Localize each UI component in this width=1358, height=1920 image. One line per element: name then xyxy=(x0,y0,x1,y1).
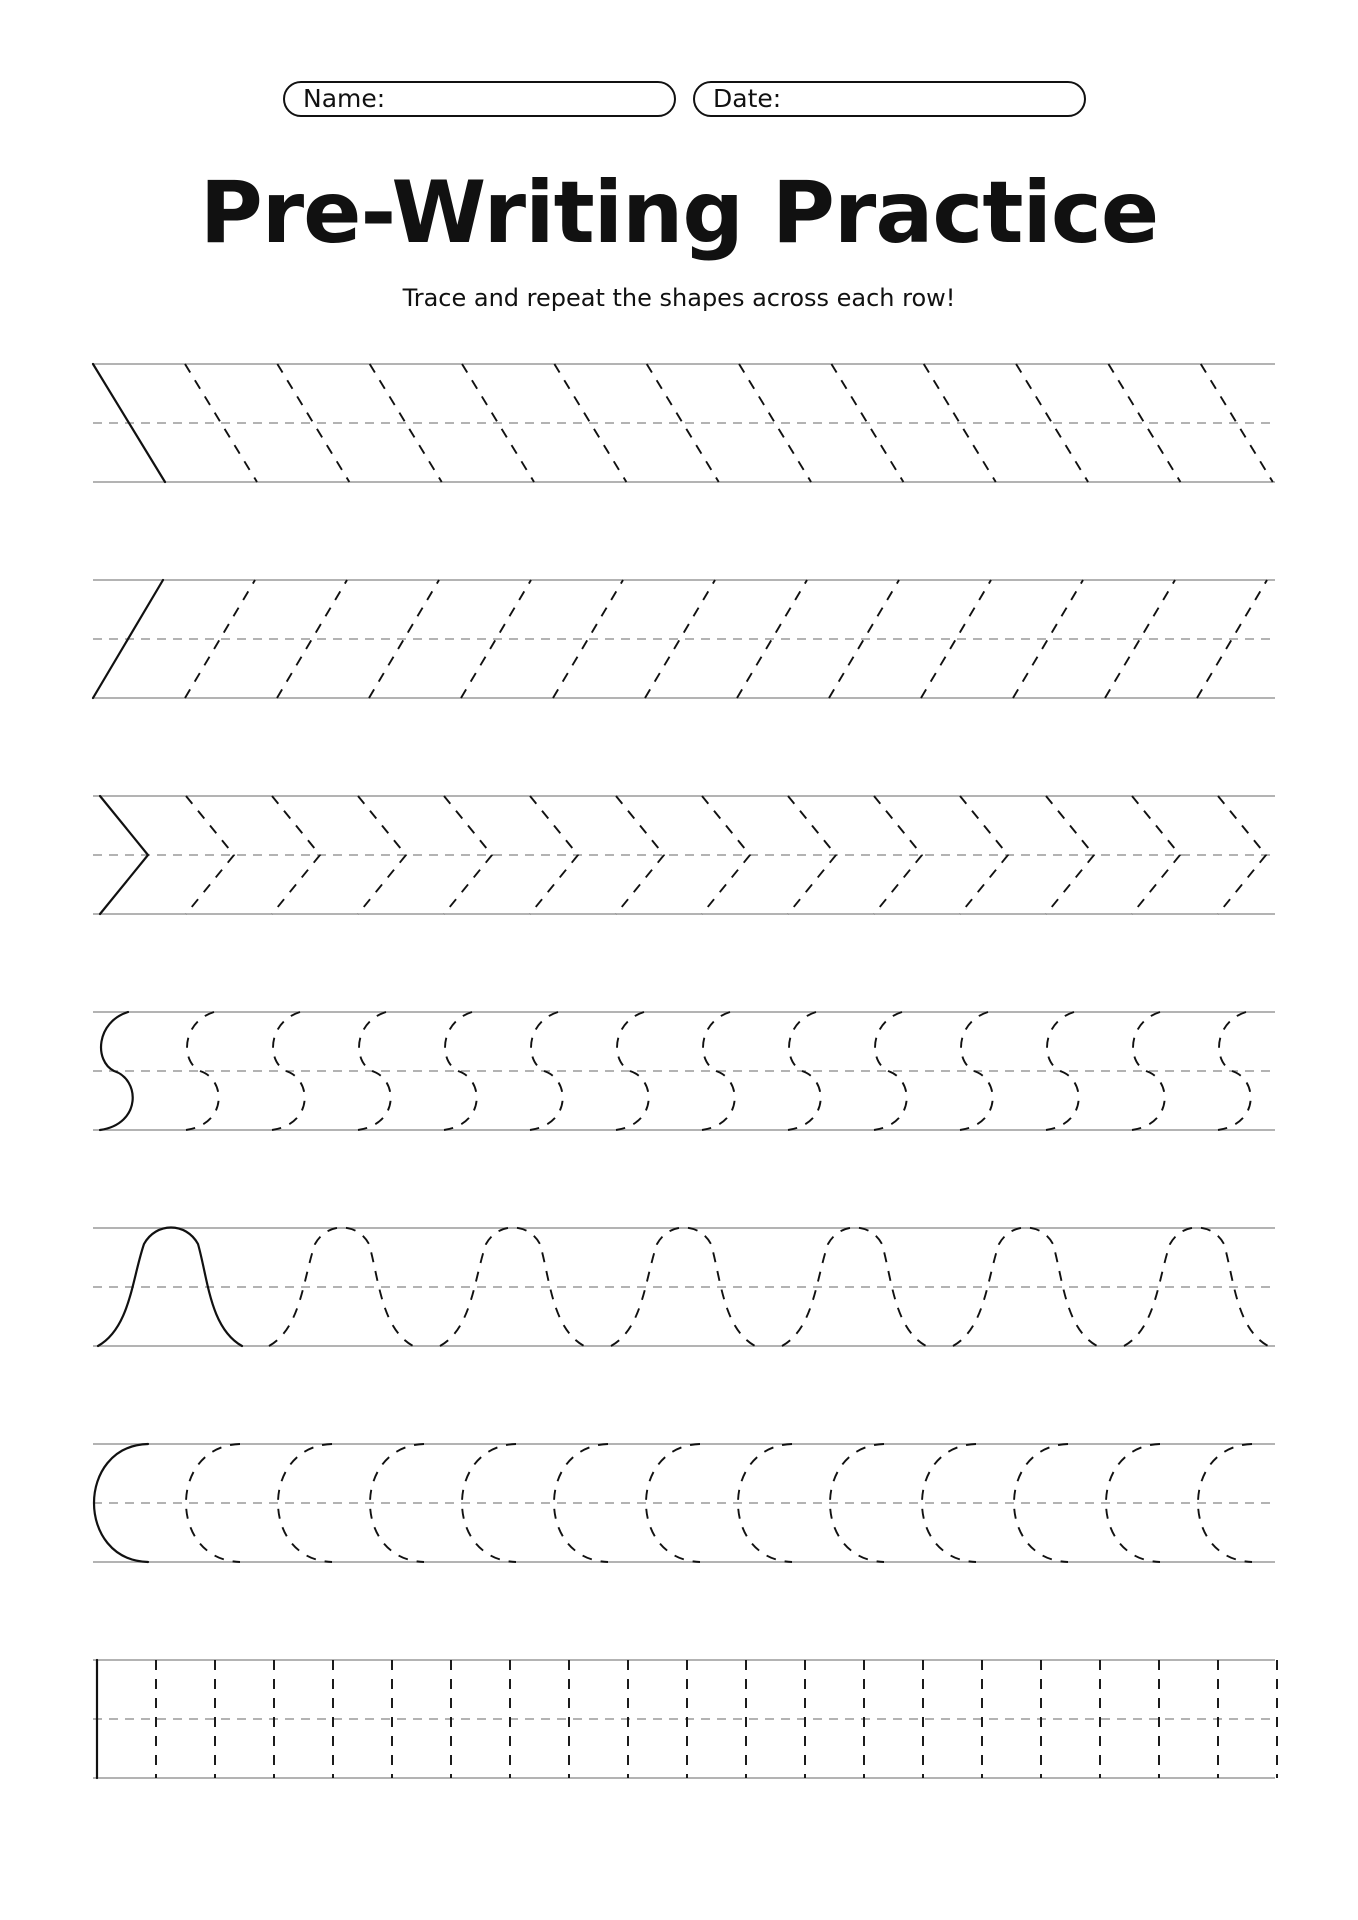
row-3-chevron-right-shape-7 xyxy=(616,796,664,914)
row-3-chevron-right-shape-14 xyxy=(1218,796,1266,914)
row-5-hump-wave-shape-7 xyxy=(1124,1228,1268,1347)
row-3-chevron-right-shape-3 xyxy=(272,796,320,914)
row-3-chevron-right-shape-10 xyxy=(874,796,922,914)
instructions-text: Trace and repeat the shapes across each row! xyxy=(402,284,956,312)
row-2-slash-line-shape-4 xyxy=(369,580,439,698)
row-3-chevron-right-shape-13 xyxy=(1132,796,1180,914)
row-1-backslash-line-shape-1 xyxy=(93,364,165,482)
row-6-c-curve-shape-4 xyxy=(370,1444,424,1562)
row-2-slash-line-shape-9 xyxy=(829,580,899,698)
page-title: Pre-Writing Practice xyxy=(199,163,1159,263)
row-1-backslash-line-shape-8 xyxy=(739,364,811,482)
row-3-chevron-right-shape-1 xyxy=(100,796,148,914)
row-1-backslash-line-shape-6 xyxy=(554,364,626,482)
row-5-hump-wave-shape-4 xyxy=(611,1228,755,1347)
row-4-s-curve-shape-9 xyxy=(788,1012,821,1130)
row-4-s-curve-shape-5 xyxy=(444,1012,477,1130)
row-6-c-curve-shape-5 xyxy=(462,1444,516,1562)
row-4-s-curve-shape-12 xyxy=(1046,1012,1079,1130)
row-4-s-curve-shape-11 xyxy=(960,1012,993,1130)
row-2-slash-line-shape-11 xyxy=(1013,580,1083,698)
row-1-backslash-line-shape-7 xyxy=(647,364,719,482)
row-6-c-curve-shape-2 xyxy=(186,1444,240,1562)
row-3-chevron-right-shape-8 xyxy=(702,796,750,914)
row-1-backslash-line-shape-10 xyxy=(924,364,996,482)
row-3-chevron-right-shape-12 xyxy=(1046,796,1094,914)
row-3-chevron-right-shape-11 xyxy=(960,796,1008,914)
row-6-c-curve-shape-10 xyxy=(922,1444,976,1562)
row-6-c-curve-shape-13 xyxy=(1198,1444,1252,1562)
row-2-slash-line-shape-8 xyxy=(737,580,807,698)
row-6-c-curve-shape-11 xyxy=(1014,1444,1068,1562)
row-4-s-curve-shape-4 xyxy=(358,1012,391,1130)
name-field[interactable] xyxy=(283,81,676,117)
date-label: Date: xyxy=(713,84,782,113)
row-3-chevron-right-shape-6 xyxy=(530,796,578,914)
row-4-s-curve-shape-2 xyxy=(186,1012,219,1130)
row-2-slash-line-shape-5 xyxy=(461,580,531,698)
row-4-s-curve-shape-13 xyxy=(1132,1012,1165,1130)
row-2-slash-line-shape-1 xyxy=(93,580,163,698)
row-5-hump-wave-shape-2 xyxy=(269,1228,413,1347)
row-1-backslash-line-shape-11 xyxy=(1016,364,1088,482)
row-5-hump-wave-shape-5 xyxy=(782,1228,926,1347)
row-6-c-curve-shape-6 xyxy=(554,1444,608,1562)
row-3-chevron-right-shape-5 xyxy=(444,796,492,914)
row-6-c-curve-shape-8 xyxy=(738,1444,792,1562)
row-2-slash-line-shape-2 xyxy=(185,580,255,698)
row-1-backslash-line-shape-9 xyxy=(831,364,903,482)
row-4-s-curve-shape-10 xyxy=(874,1012,907,1130)
row-3-chevron-right-shape-2 xyxy=(186,796,234,914)
date-field[interactable] xyxy=(693,81,1086,117)
row-1-backslash-line-shape-13 xyxy=(1201,364,1273,482)
row-6-c-curve-shape-12 xyxy=(1106,1444,1160,1562)
row-2-slash-line-shape-7 xyxy=(645,580,715,698)
row-1-backslash-line-shape-5 xyxy=(462,364,534,482)
row-5-hump-wave-shape-3 xyxy=(440,1228,584,1347)
name-label: Name: xyxy=(303,84,386,113)
row-4-s-curve-shape-3 xyxy=(272,1012,305,1130)
row-2-slash-line-shape-3 xyxy=(277,580,347,698)
row-3-chevron-right-shape-4 xyxy=(358,796,406,914)
row-2-slash-line-shape-12 xyxy=(1105,580,1175,698)
row-4-s-curve-shape-1 xyxy=(100,1012,133,1130)
row-1-backslash-line-shape-12 xyxy=(1108,364,1180,482)
row-6-c-curve-shape-9 xyxy=(830,1444,884,1562)
row-4-s-curve-shape-7 xyxy=(616,1012,649,1130)
row-2-slash-line-shape-6 xyxy=(553,580,623,698)
row-2-slash-line-shape-13 xyxy=(1197,580,1267,698)
row-1-backslash-line-shape-2 xyxy=(185,364,257,482)
row-5-hump-wave-shape-6 xyxy=(953,1228,1097,1347)
row-6-c-curve-shape-1 xyxy=(94,1444,148,1562)
row-6-c-curve-shape-7 xyxy=(646,1444,700,1562)
row-4-s-curve-shape-14 xyxy=(1218,1012,1251,1130)
row-3-chevron-right-shape-9 xyxy=(788,796,836,914)
row-1-backslash-line-shape-3 xyxy=(277,364,349,482)
row-4-s-curve-shape-6 xyxy=(530,1012,563,1130)
row-4-s-curve-shape-8 xyxy=(702,1012,735,1130)
row-2-slash-line-shape-10 xyxy=(921,580,991,698)
row-1-backslash-line-shape-4 xyxy=(370,364,442,482)
row-6-c-curve-shape-3 xyxy=(278,1444,332,1562)
row-5-hump-wave-shape-1 xyxy=(98,1228,242,1347)
